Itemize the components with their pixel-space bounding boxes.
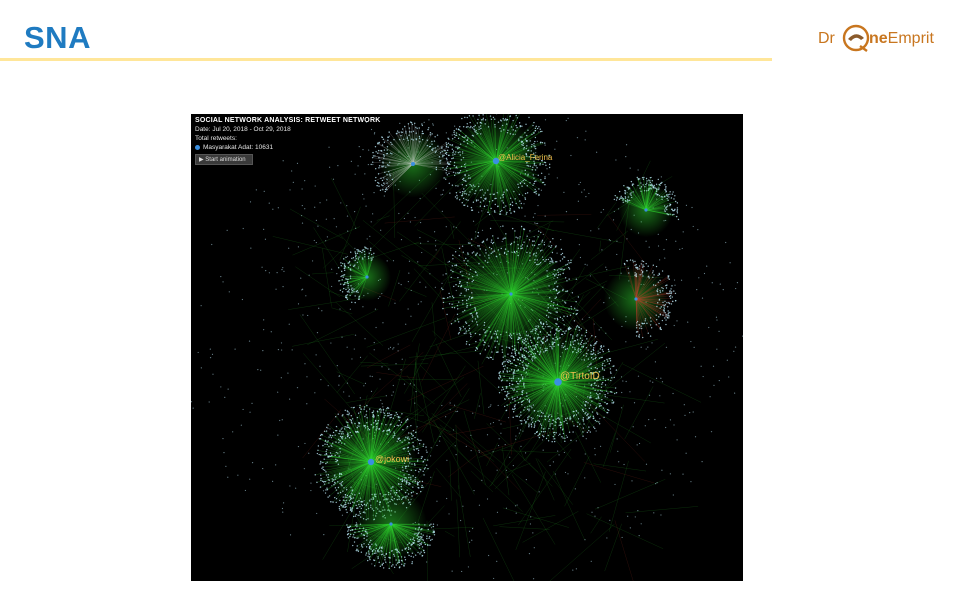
logo-text-bold: ne [869,30,888,47]
legend-dot [195,145,200,150]
cluster-small-top[interactable] [371,121,455,197]
legend-item [195,144,380,151]
slide-title: SNA [24,20,91,55]
legend-label: Masyarakat Adat: 10631 [203,144,274,151]
network-date: Date: Jul 20, 2018 - Oct 29, 2018 [195,126,291,133]
cluster-left-mid[interactable] [338,246,391,303]
start-animation-button[interactable]: ▶ Start animation [195,154,253,165]
drone-emprit-logo [816,22,946,58]
logo-text-left: Dr [818,30,835,47]
cluster-upper-right[interactable] [614,177,680,237]
network-title: SOCIAL NETWORK ANALYSIS: RETWEET NETWORK [195,117,381,124]
label-tirtoid[interactable]: @TirtoID [560,371,600,382]
cluster-alicia-ferina[interactable] [441,114,553,215]
logo-text-right [869,30,934,48]
total-retweets-label: Total retweets: [195,135,237,142]
label-jokowi[interactable]: @jokowi [375,454,410,464]
network-graph[interactable] [191,114,743,581]
label-alicia-ferina[interactable]: @Alicia_Ferina [498,153,553,162]
logo-text-emprit: Emprit [887,30,934,47]
cluster-right-red[interactable] [604,259,676,338]
network-info-panel [195,117,380,165]
drone-logo-icon [842,24,870,52]
title-underline [0,58,772,61]
retweet-network-visualization[interactable] [191,114,743,581]
